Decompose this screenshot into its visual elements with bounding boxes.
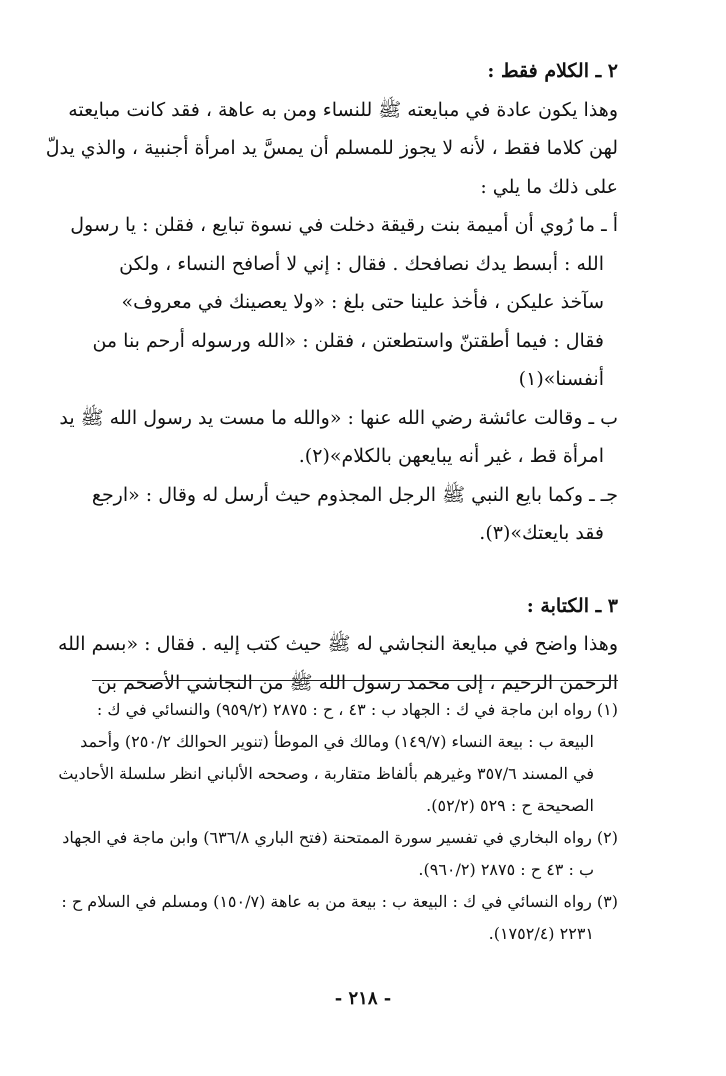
footnote-2-line: (٢) رواه البخاري في تفسير سورة الممتحنة (فتح الباري ٦٣٦/٨) وابن ماجة في الجهاد [62, 828, 618, 847]
paragraph-line: الرحمن الرحيم ، إلى محمد رسول الله ﷺ من النجاشي الأصحم بن [97, 671, 618, 694]
item-a-line: أنفسنا»(١) [518, 368, 604, 390]
main-text [45, 52, 618, 702]
section-2-heading: ٢ ـ الكلام فقط : [487, 60, 618, 82]
paragraph-line: على ذلك ما يلي : [480, 175, 618, 198]
footnote-1-line: البيعة ب : بيعة النساء (١٤٩/٧) ومالك في الموطأ (تنوير الحوالك ٢٥٠/٢) وأحمد [80, 732, 594, 751]
item-a-line: فقال : فيما أطقتنّ واستطعتن ، فقلن : «الله ورسوله أرحم بنا من [92, 329, 604, 352]
section-gap [98, 553, 618, 587]
footnote-3-line: (٣) رواه النسائي في ك : البيعة ب : بيعة من به عاهة (١٥٠/٧) ومسلم في السلام ح : [61, 892, 618, 911]
item-c-line: جـ ـ وكما بايع النبي ﷺ الرجل المجذوم حيث أرسل له وقال : «ارجع [91, 483, 618, 506]
paragraph-line: وهذا واضح في مبايعة النجاشي له ﷺ حيث كتب إليه . فقال : «بسم الله [58, 633, 618, 655]
footnote-3-line: ٢٢٣١ (١٧٥٢/٤). [488, 924, 594, 943]
item-b-line: امرأة قط ، غير أنه يبايعهن بالكلام»(٢). [298, 445, 604, 467]
page-number: - ٢١٨ - [334, 988, 392, 1009]
item-a-line: سآخذ عليكن ، فأخذ علينا حتى بلغ : «ولا يعصينك في معروف» [121, 291, 604, 313]
item-b-line: ب ـ وقالت عائشة رضي الله عنها : «والله ما مست يد رسول الله ﷺ يد [59, 406, 618, 429]
paragraph-line: لهن كلاما فقط ، لأنه لا يجوز للمسلم أن يمسَّ يد امرأة أجنبية ، والذي يدلّ [45, 137, 618, 159]
footnotes [58, 694, 618, 950]
footnote-1-line: الصحيحة ح : ٥٢٩ (٥٢/٢). [426, 796, 594, 815]
footnote-2-line: ب : ٤٣ ح : ٢٨٧٥ (٩٦٠/٢). [418, 860, 594, 879]
footnote-divider [92, 680, 618, 681]
item-a-line: الله : أبسط يدك نصافحك . فقال : إني لا أصافح النساء ، ولكن [119, 252, 604, 275]
item-c-line: فقد بايعتك»(٣). [479, 522, 604, 544]
footnote-1-line: (١) رواه ابن ماجة في ك : الجهاد ب : ٤٣ ، ح : ٢٨٧٥ (٩٥٩/٢) والنسائي في ك : [96, 700, 618, 719]
section-3-heading: ٣ ـ الكتابة : [526, 594, 618, 617]
item-a-line: أ ـ ما رُوي أن أميمة بنت رقيقة دخلت في نسوة تبايع ، فقلن : يا رسول [70, 214, 618, 236]
paragraph-line: وهذا يكون عادة في مبايعته ﷺ للنساء ومن به عاهة ، فقد كانت مبايعته [68, 98, 618, 121]
footnote-1-line: في المسند ٣٥٧/٦ وغيرهم بألفاظ متقاربة ، وصححه الألباني انظر سلسلة الأحاديث [58, 764, 594, 783]
